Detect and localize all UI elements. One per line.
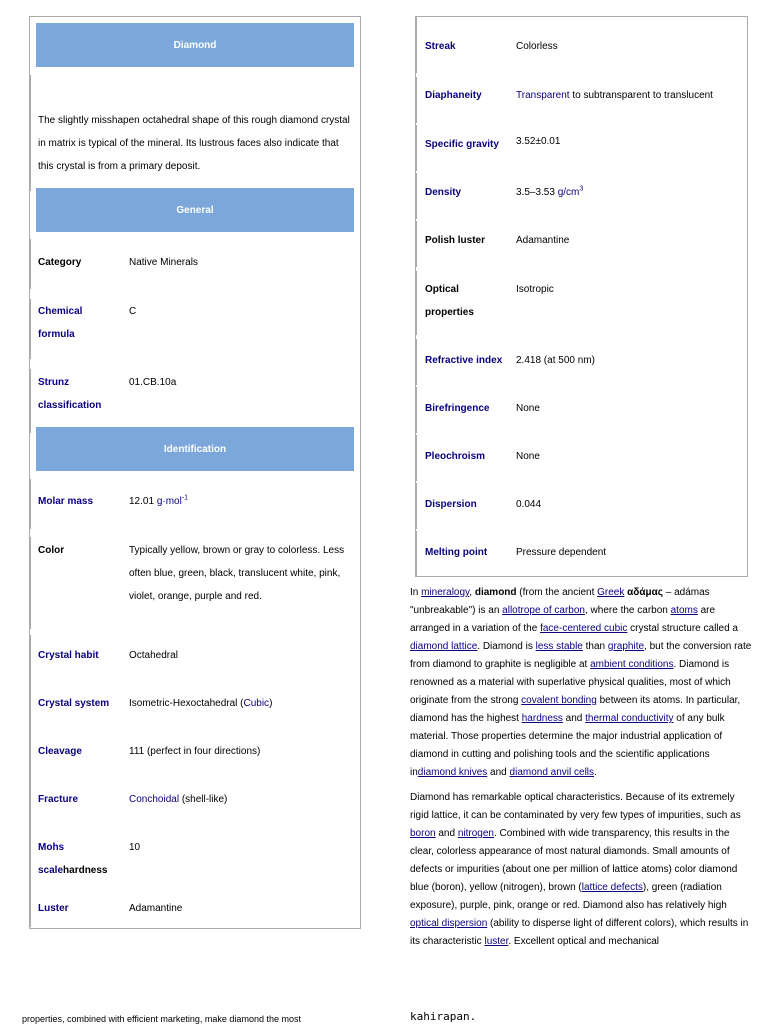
infobox-left [29,16,361,929]
molar-mass-value [129,490,352,513]
molar-mass-unit[interactable]: g·mol [156,496,182,507]
fracture-link[interactable]: Conchoidal [129,794,180,805]
optical-value: Isotropic [516,284,554,295]
row-mohs [30,827,360,889]
streak-label[interactable]: Streak [425,41,456,52]
row-density [416,169,747,219]
crystal-habit-value[interactable]: Octahedral [129,650,178,661]
link-thermal[interactable]: thermal conductivity [585,713,674,724]
polish-luster-label: Polish luster [425,235,486,246]
footer-text-left: properties, combined with efficient marketing, make diamond the most [22,1014,301,1024]
row-separator [30,369,31,433]
pleochroism-value: None [516,451,540,462]
link-fcc[interactable]: face-centered cubic [540,623,628,634]
row-separator [416,339,417,385]
row-polish-luster [416,217,747,267]
cleavage-label[interactable]: Cleavage [38,746,82,757]
link-covalent[interactable]: covalent bonding [521,695,597,706]
crystal-system-label[interactable]: Crystal system [38,698,110,709]
link-hardness[interactable]: hardness [521,713,563,724]
row-diaphaneity [416,73,747,123]
dispersion-value: 0.044 [516,499,542,510]
row-separator [30,75,31,191]
color-value: Typically yellow, brown or gray to colorless. Less often blue, green, black, translucent white, pink, violet, orange, purple and red. [129,545,345,602]
row-specific-gravity [416,121,747,171]
crystal-habit-label[interactable]: Crystal habit [38,650,99,661]
row-crystal-system [30,683,360,733]
text: and [562,713,586,724]
link-allotrope[interactable]: allotrope of carbon [502,605,585,616]
diaphaneity-link[interactable]: Transparent [516,90,570,101]
luster-value[interactable]: Adamantine [129,903,183,914]
link-less-stable[interactable]: less stable [535,641,583,652]
luster-label[interactable]: Luster [38,903,69,914]
fracture-text: (shell-like) [179,794,228,805]
row-separator [416,77,417,123]
row-cleavage [30,731,360,781]
text: . Diamond is [477,641,536,652]
density-exp: 3 [579,185,584,193]
text: crystal structure called a [627,623,738,634]
text: In [410,587,422,598]
text: , where the carbon [585,605,671,616]
greek-word: αδάμας [627,587,663,598]
dispersion-label[interactable]: Dispersion [425,499,477,510]
refractive-value: 2.418 (at 500 nm) [516,355,595,366]
mohs-value: 10 [129,842,141,853]
row-separator [30,239,31,289]
refractive-label[interactable]: Refractive index [425,355,503,366]
birefringence-value: None [516,403,540,414]
specific-gravity-label[interactable]: Specific gravity [425,139,499,150]
text: and [435,828,458,839]
text: (from the ancient [516,587,598,598]
link-anvil[interactable]: diamond anvil cells [509,767,595,778]
specific-gravity-value: 3.52±0.01 [516,136,561,147]
row-strunz [30,369,360,433]
row-separator [30,479,31,529]
text: are arranged in a variation of the [410,605,716,634]
density-label[interactable]: Density [425,187,462,198]
text: than [582,641,608,652]
link-atoms[interactable]: atoms [670,605,698,616]
row-separator [416,531,417,577]
link-graphite[interactable]: graphite [607,641,645,652]
molar-mass-label[interactable]: Molar mass [38,496,94,507]
general-header: General [36,188,354,232]
row-separator [416,435,417,481]
row-optical [416,267,747,335]
row-separator [30,683,31,733]
diaphaneity-label[interactable]: Diaphaneity [425,90,482,101]
density-number: 3.5–3.53 [516,187,558,198]
infobox-title: Diamond [36,23,354,67]
row-pleochroism [416,431,747,481]
molar-mass-exp: -1 [181,494,189,502]
row-fracture [30,779,360,829]
row-separator [30,635,31,685]
infobox-right [415,16,748,577]
link-greek[interactable]: Greek [597,587,625,598]
text: , [469,587,475,598]
footer-text-right: kahirapan. [410,1010,477,1023]
row-category [30,239,360,289]
melting-label[interactable]: Melting point [425,547,488,558]
text: between its atoms. In particular, diamond has the highest [410,695,741,724]
diaphaneity-text: to subtransparent to translucent [569,90,713,101]
row-luster [30,885,360,927]
category-value: Native Minerals [129,257,198,268]
melting-value[interactable]: Pressure dependent [516,547,607,558]
density-value [516,181,739,204]
chemical-formula-label[interactable]: Chemical formula [38,306,83,340]
link-optical-dispersion[interactable]: optical dispersion [410,918,488,929]
pleochroism-label[interactable]: Pleochroism [425,451,486,462]
text: and [487,767,510,778]
link-ambient[interactable]: ambient conditions [590,659,674,670]
row-birefringence [416,383,747,433]
cleavage-value: 111 (perfect in four directions) [129,746,261,757]
chemical-formula-value[interactable]: C [129,306,137,317]
crystal-system-value [129,692,352,715]
row-separator [30,299,31,359]
link-lattice-defects[interactable]: lattice defects [581,882,643,893]
row-separator [416,17,417,73]
row-separator [30,827,31,889]
row-molar-mass [30,479,360,529]
row-separator [416,173,417,219]
text: . Diamond is renowned as a material with superlative physical qualities, most of which originate from the strong [410,659,731,706]
fracture-value [129,788,352,811]
row-chemical-formula [30,299,360,359]
row-separator [416,125,417,171]
density-unit[interactable]: g/cm [557,187,580,198]
row-separator [30,885,31,927]
diaphaneity-value [516,84,739,107]
link-nitrogen[interactable]: nitrogen [457,828,494,839]
row-separator [30,779,31,829]
color-label: Color [38,545,65,556]
row-separator [30,537,31,629]
row-separator [416,387,417,433]
text: (ability to disperse light of different colors), which results in its characteristic [410,918,749,947]
crystal-system-text: Isometric-Hexoctahedral ( [129,698,244,709]
strunz-label[interactable]: Strunz classification [38,377,102,411]
row-separator [416,221,417,267]
row-color [30,537,360,629]
streak-value: Colorless [516,41,558,52]
article-paragraph-1 [410,584,752,782]
row-separator [30,731,31,781]
article-paragraph-2 [410,789,752,951]
row-dispersion [416,479,747,529]
category-label: Category [38,257,82,268]
polish-luster-value: Adamantine [516,235,570,246]
molar-mass-number: 12.01 [129,496,155,507]
identification-header: Identification [36,427,354,471]
text: . Combined with wide transparency, this results in the clear, colorless appearance of most natural diamonds. Small amounts of defects or impurities (about one per million of lattice atoms) color diamond blue (boron), yellow (nitrogen), brown ( [410,828,738,893]
link-luster[interactable]: luster [484,936,509,947]
row-crystal-habit [30,635,360,685]
row-streak [416,17,747,73]
text: . [594,767,597,778]
fracture-label[interactable]: Fracture [38,794,79,805]
mohs-scale-link[interactable]: Mohs scale [38,842,65,876]
text: ), green (radiation exposure), purple, pink, orange or red. Diamond also has relatively high [410,882,727,911]
row-refractive [416,335,747,385]
crystal-system-link[interactable]: Cubic [243,698,270,709]
image-caption: The slightly misshapen octahedral shape of this rough diamond crystal in matrix is typical of the mineral. Its lustrous faces also indicate that this crystal is from a primary deposit. [38,115,350,172]
row-melting [416,527,747,577]
row-separator [416,483,417,529]
mohs-label-rest: hardness [63,865,108,876]
link-diamond-lattice[interactable]: diamond lattice [410,641,478,652]
birefringence-label[interactable]: Birefringence [425,403,490,414]
row-separator [416,271,417,335]
term-diamond: diamond [474,587,517,598]
crystal-system-close: ) [269,698,273,709]
text: . Excellent optical and mechanical [508,936,660,947]
text: , but the conversion rate from diamond to graphite is negligible at [410,641,752,670]
link-boron[interactable]: boron [410,828,436,839]
link-knives[interactable]: diamond knives [417,767,488,778]
strunz-value: 01.CB.10a [129,377,177,388]
text: of any bulk material. Those properties determine the major industrial application of diamond in cutting and polishing tools and the scientific applications in [410,713,725,778]
link-mineralogy[interactable]: mineralogy [421,587,470,598]
optical-label: Optical properties [425,284,474,318]
text: Diamond has remarkable optical characteristics. Because of its extremely rigid lattice, it can be contaminated by very few types of impurities, such as [410,792,741,821]
mohs-label [38,836,118,882]
text: – adámas "unbreakable") is an [410,587,710,616]
